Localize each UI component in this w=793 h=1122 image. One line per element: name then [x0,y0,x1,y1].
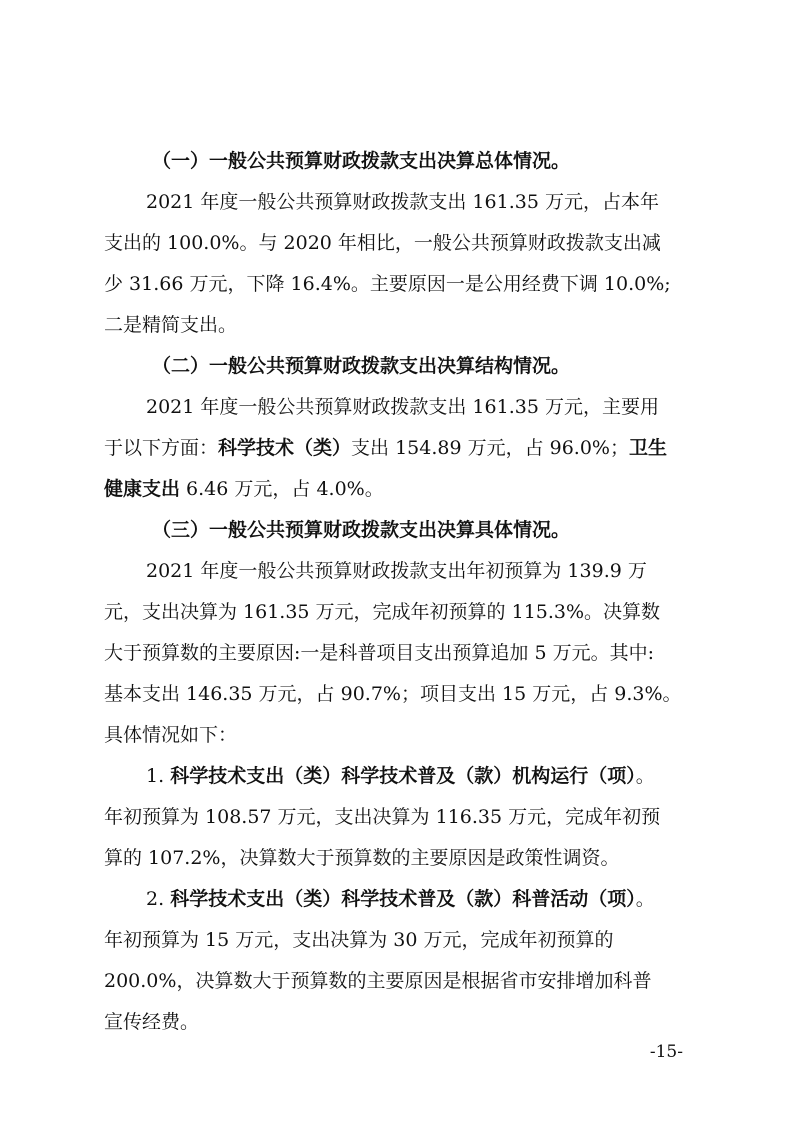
plain-text: 支出 154.89 万元，占 96.0%； [351,437,629,459]
paragraph-line: 2021 年度一般公共预算财政拨款支出 161.35 万元，占本年 [146,191,659,213]
list-item-heading [146,880,690,918]
paragraph-line: 元，支出决算为 161.35 万元，完成年初预算的 115.3%。决算数 [104,601,661,623]
bold-category: 科学技术（类） [218,437,352,459]
item-number: 2. [146,888,165,910]
paragraph-line: 年初预算为 108.57 万元，支出决算为 116.35 万元，完成年初预 [104,806,661,828]
section-heading-3: （三）一般公共预算财政拨款支出决算具体情况。 [152,519,571,541]
paragraph-line: 少 31.66 万元，下降 16.4%。主要原因一是公用经费下调 10.0%; [104,273,671,295]
bold-category: 卫生 [629,437,668,459]
section-heading-2: （二）一般公共预算财政拨款支出决算结构情况。 [152,355,571,377]
item-title-end: 。 [635,765,655,787]
paragraph-line: 具体情况如下： [104,724,238,746]
paragraph-line: 二是精简支出。 [104,314,238,336]
plain-text: 6.46 万元，占 4.0%。 [180,478,384,500]
paragraph-line: 宣传经费。 [104,1011,200,1033]
paragraph-line: 2021 年度一般公共预算财政拨款支出 161.35 万元，主要用 [146,396,659,418]
section-heading-1: （一）一般公共预算财政拨款支出决算总体情况。 [152,150,571,172]
item-title: 科学技术支出（类）科学技术普及（款）科普活动（项） [170,888,636,910]
paragraph-line [104,429,690,467]
plain-text: 于以下方面： [104,437,219,459]
item-number: 1. [146,765,165,787]
list-item-heading [146,757,690,795]
paragraph-line: 支出的 100.0%。与 2020 年相比，一般公共预算财政拨款支出减 [104,232,661,254]
paragraph-line: 200.0%，决算数大于预算数的主要原因是根据省市安排增加科普 [104,970,652,992]
paragraph-line: 大于预算数的主要原因:一是科普项目支出预算追加 5 万元。其中: [104,642,654,664]
bold-category: 健康支出 [104,478,181,500]
paragraph-line: 年初预算为 15 万元，支出决算为 30 万元，完成年初预算的 [104,929,614,951]
paragraph-line: 基本支出 146.35 万元，占 90.7%；项目支出 15 万元，占 9.3%。 [104,683,682,705]
paragraph-line: 算的 107.2%，决算数大于预算数的主要原因是政策性调资。 [104,847,620,869]
page-number: -15- [649,1042,683,1062]
item-title-end: 。 [635,888,655,910]
paragraph-line: 2021 年度一般公共预算财政拨款支出年初预算为 139.9 万 [146,560,647,582]
item-title: 科学技术支出（类）科学技术普及（款）机构运行（项） [170,765,636,787]
paragraph-line [104,470,690,508]
